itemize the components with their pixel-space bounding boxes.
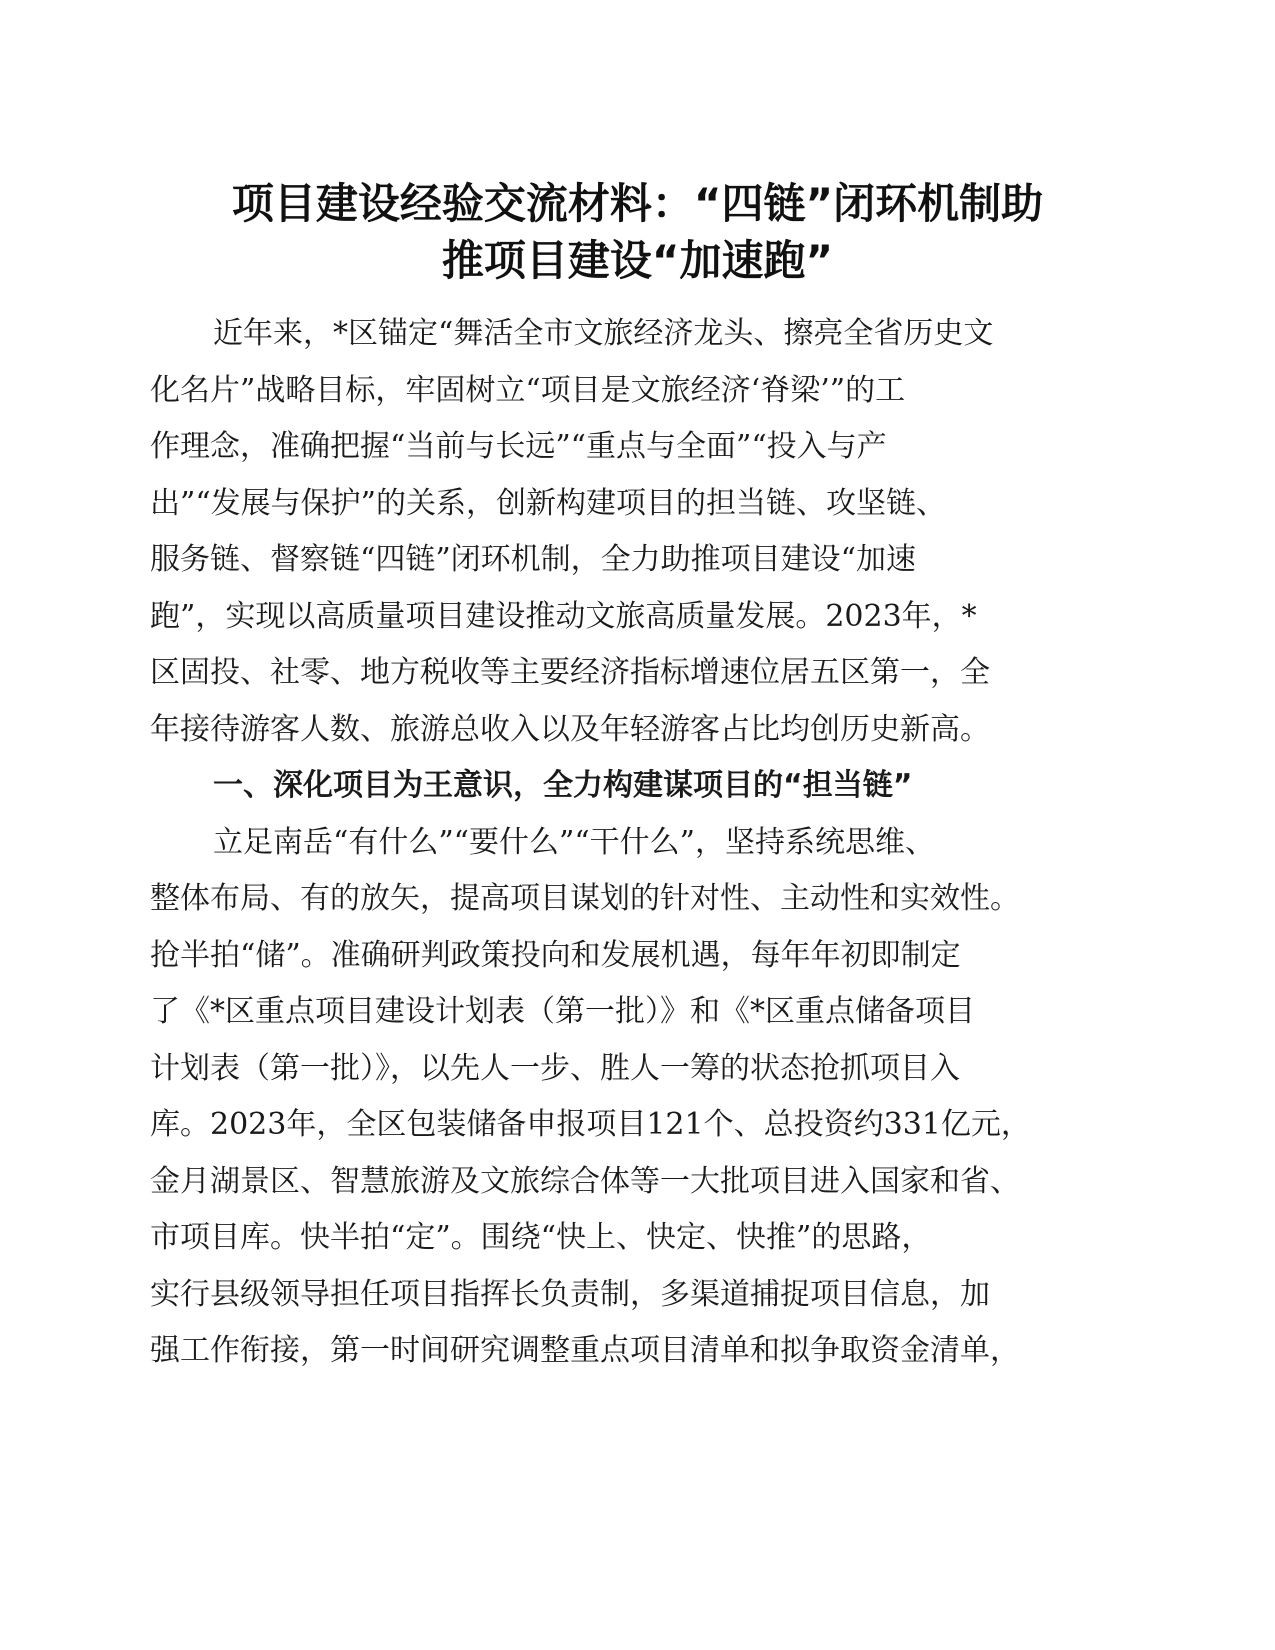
text-line: 库。2023年，全区包装储备申报项目121个、总投资约331亿元， (150, 1107, 1031, 1142)
title-line: 推项目建设“加速跑” (441, 236, 834, 285)
document-body (150, 306, 1105, 1380)
title-line: 项目建设经验交流材料：“四链”闭环机制助 (231, 179, 1044, 228)
text-line: 市项目库。快半拍“定”。围绕“快上、快定、快推”的思路， (150, 1220, 932, 1255)
text-line: 实行县级领导担任项目指挥长负责制，多渠道捕捉项目信息，加 (150, 1276, 990, 1312)
text-line: 跑”，实现以高质量项目建设推动文旅高质量发展。2023年，* (150, 598, 977, 634)
text-line: 化名片”战略目标，牢固树立“项目是文旅经济‘脊梁’”的工 (150, 372, 906, 408)
text-line: 了《*区重点项目建设计划表（第一批）》和《*区重点储备项目 (150, 994, 975, 1029)
text-line: 区固投、社零、地方税收等主要经济指标增速位居五区第一，全 (150, 655, 990, 690)
text-line: 年接待游客人数、旅游总收入以及年轻游客占比均创历史新高。 (150, 711, 990, 747)
paragraph-section1 (150, 815, 1105, 1380)
text-line: 抢半拍“储”。准确研判政策投向和发展机遇，每年年初即制定 (150, 937, 961, 973)
text-line: 整体布局、有的放矢，提高项目谋划的针对性、主动性和实效性。 (150, 881, 1020, 916)
text-line: 金月湖景区、智慧旅游及文旅综合体等一大批项目进入国家和省、 (150, 1163, 1020, 1199)
text-line: 立足南岳“有什么”“要什么”“干什么”，坚持系统思维、 (213, 824, 936, 860)
paragraph-intro (150, 306, 1105, 758)
text-line: 作理念，准确把握“当前与长远”“重点与全面”“投入与产 (150, 429, 887, 464)
section-heading: 一、深化项目为王意识，全力构建谋项目的“担当链” (213, 768, 913, 803)
text-line: 强工作衔接，第一时间研究调整重点项目清单和拟争取资金清单， (150, 1333, 1020, 1368)
document-title (140, 175, 1135, 289)
text-line: 计划表（第一批）》，以先人一步、胜人一筹的状态抢抓项目入 (150, 1050, 960, 1086)
text-line: 出”“发展与保护”的关系，创新构建项目的担当链、攻坚链、 (150, 485, 947, 521)
text-line: 近年来，*区锚定“舞活全市文旅经济龙头、擦亮全省历史文 (213, 316, 994, 351)
text-line: 服务链、督察链“四链”闭环机制，全力助推项目建设“加速 (150, 542, 917, 577)
